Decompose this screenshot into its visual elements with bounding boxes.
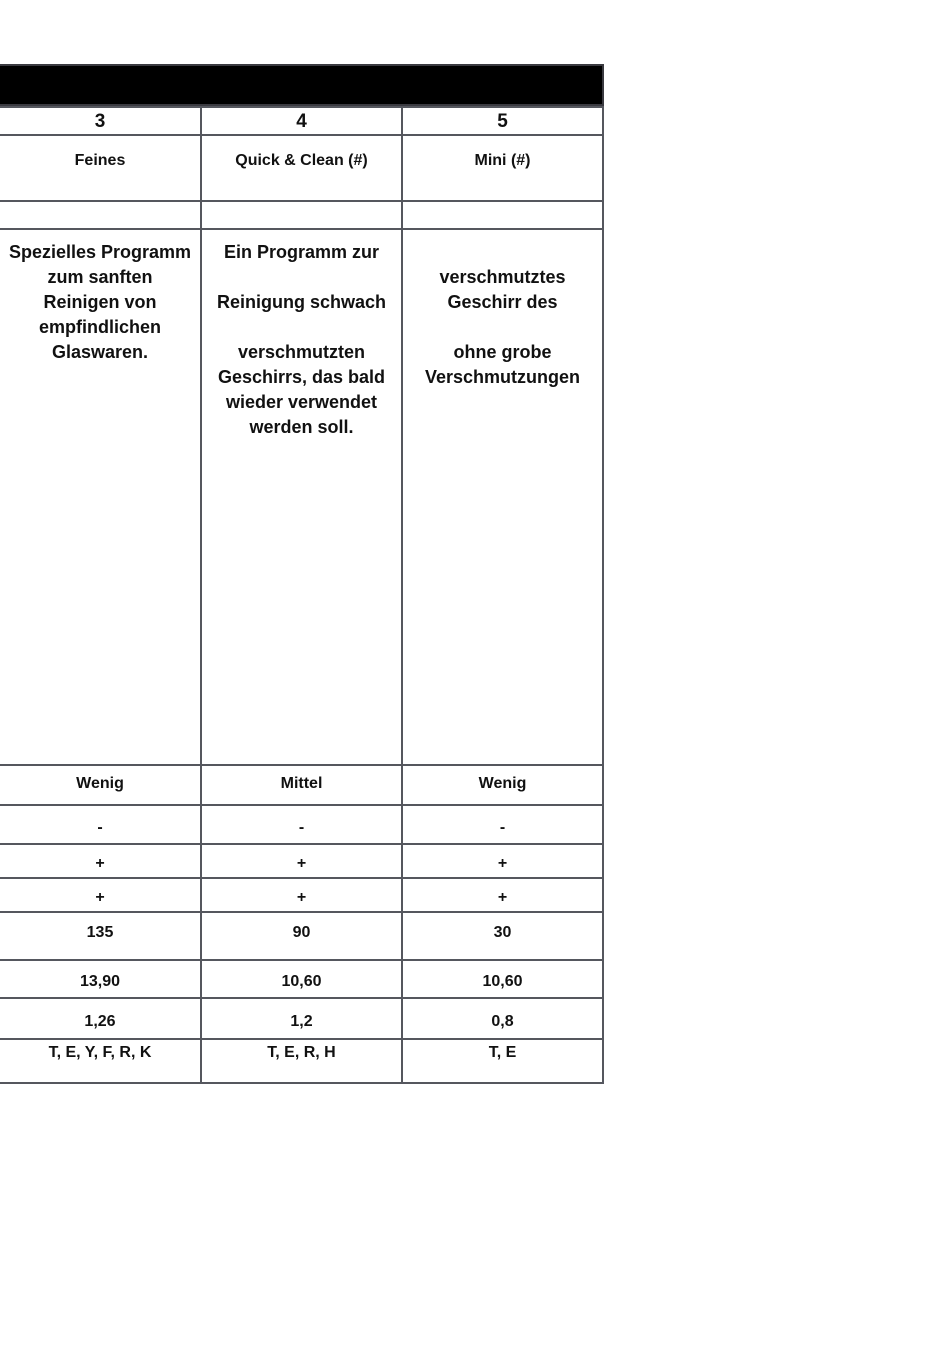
cell-duration: 90 bbox=[201, 912, 402, 960]
cell-dash: - bbox=[0, 805, 201, 844]
cell-duration: 135 bbox=[0, 912, 201, 960]
row-empty bbox=[0, 201, 603, 229]
cell-options: T, E, Y, F, R, K bbox=[0, 1039, 201, 1083]
description-line bbox=[206, 265, 397, 290]
row-dash bbox=[0, 805, 603, 844]
description-line: Reinigung schwach bbox=[216, 292, 387, 312]
cell-dash: - bbox=[402, 805, 603, 844]
cell-description bbox=[201, 229, 402, 765]
description-line: Ein Programm zur bbox=[223, 242, 380, 262]
description-line: Spezielles Programm bbox=[8, 242, 192, 262]
cell-empty bbox=[402, 201, 603, 229]
cell-dash: - bbox=[201, 805, 402, 844]
cell-duration: 30 bbox=[402, 912, 603, 960]
cell-water: 10,60 bbox=[201, 960, 402, 998]
cell-program-number: 5 bbox=[402, 107, 603, 135]
row-plus-a bbox=[0, 844, 603, 878]
row-program-name bbox=[0, 135, 603, 201]
cell-soiling-level: Wenig bbox=[0, 765, 201, 805]
description-line: Glaswaren. bbox=[51, 342, 149, 362]
cell-program-number: 4 bbox=[201, 107, 402, 135]
description-line bbox=[407, 315, 598, 340]
row-energy bbox=[0, 998, 603, 1039]
description-line: verschmutztes bbox=[439, 267, 566, 287]
cell-water: 13,90 bbox=[0, 960, 201, 998]
cell-water: 10,60 bbox=[402, 960, 603, 998]
cell-options: T, E bbox=[402, 1039, 603, 1083]
description-line bbox=[407, 240, 598, 265]
cell-energy: 1,26 bbox=[0, 998, 201, 1039]
cell-empty bbox=[201, 201, 402, 229]
description-line: werden soll. bbox=[249, 417, 354, 437]
row-water bbox=[0, 960, 603, 998]
program-table-sheet bbox=[0, 64, 604, 1084]
cell-plus: + bbox=[0, 878, 201, 912]
cell-energy: 0,8 bbox=[402, 998, 603, 1039]
program-table bbox=[0, 106, 604, 1084]
cell-plus: + bbox=[0, 844, 201, 878]
cell-description bbox=[0, 229, 201, 765]
cell-empty bbox=[0, 201, 201, 229]
cell-options: T, E, R, H bbox=[201, 1039, 402, 1083]
description-line: wieder verwendet bbox=[225, 392, 378, 412]
row-soiling-level bbox=[0, 765, 603, 805]
description-line: Verschmutzungen bbox=[424, 367, 581, 387]
description-line: Geschirr des bbox=[447, 292, 558, 312]
cell-plus: + bbox=[201, 844, 402, 878]
row-plus-b bbox=[0, 878, 603, 912]
description-line: empfindlichen bbox=[38, 317, 161, 337]
cell-description bbox=[402, 229, 603, 765]
cell-plus: + bbox=[201, 878, 402, 912]
cell-soiling-level: Mittel bbox=[201, 765, 402, 805]
cell-soiling-level: Wenig bbox=[402, 765, 603, 805]
cell-program-number: 3 bbox=[0, 107, 201, 135]
cell-plus: + bbox=[402, 844, 603, 878]
row-duration bbox=[0, 912, 603, 960]
description-line: Reinigen von bbox=[43, 292, 157, 312]
description-line: Geschirrs, das bald bbox=[217, 367, 386, 387]
cell-plus: + bbox=[402, 878, 603, 912]
row-options bbox=[0, 1039, 603, 1083]
description-line: verschmutzten bbox=[237, 342, 366, 362]
cell-program-name: Quick & Clean (#) bbox=[201, 135, 402, 201]
description-line: ohne grobe bbox=[453, 342, 552, 362]
table-header-bar bbox=[0, 64, 604, 106]
row-description bbox=[0, 229, 603, 765]
cell-energy: 1,2 bbox=[201, 998, 402, 1039]
cell-program-name: Feines bbox=[0, 135, 201, 201]
cell-program-name: Mini (#) bbox=[402, 135, 603, 201]
description-line bbox=[206, 315, 397, 340]
row-program-number bbox=[0, 107, 603, 135]
description-line: zum sanften bbox=[47, 267, 153, 287]
